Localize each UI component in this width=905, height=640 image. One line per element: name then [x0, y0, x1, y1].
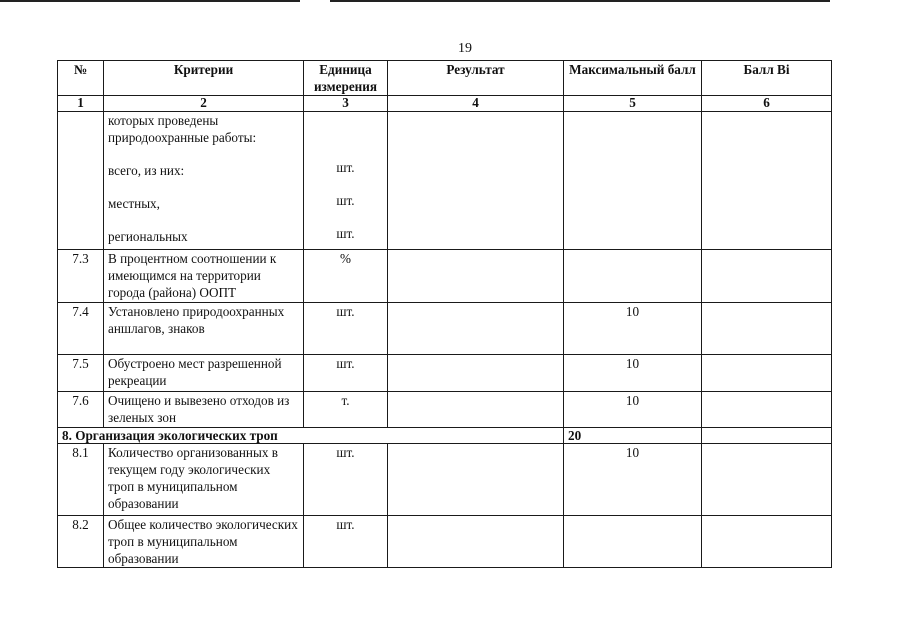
section-max-score: 20 [564, 428, 702, 444]
max-score-cell: 10 [564, 355, 702, 392]
criterion-cell: Обустроено мест разрешенной рекреации [104, 355, 304, 392]
header-result: Результат [388, 61, 564, 96]
column-number: 1 [58, 96, 104, 112]
table-row [58, 250, 832, 303]
header-unit: Единица измерения [304, 61, 388, 96]
unit-cell: % [304, 250, 388, 303]
header-max-score: Максимальный балл [564, 61, 702, 96]
unit-cell: шт. [304, 355, 388, 392]
criterion-line: всего, из них: [108, 163, 185, 178]
scan-edge-line-left [0, 0, 300, 2]
column-number: 3 [304, 96, 388, 112]
score-cell [702, 355, 832, 392]
max-score-cell [564, 112, 702, 250]
section-title: 8. Организация экологических троп [58, 428, 564, 444]
criterion-line: природоохранные работы: [108, 130, 257, 145]
table-row [58, 355, 832, 392]
max-score-cell [564, 250, 702, 303]
score-cell [702, 250, 832, 303]
criterion-line: региональных [108, 229, 188, 244]
result-cell [388, 392, 564, 428]
row-number-cell: 8.1 [58, 444, 104, 516]
row-number-cell: 8.2 [58, 516, 104, 568]
page-number: 19 [458, 41, 472, 56]
header-score-bi: Балл Bi [702, 61, 832, 96]
criterion-line: которых проведены [108, 113, 219, 128]
table-row [58, 516, 832, 568]
column-number-row [58, 96, 832, 112]
unit-cell: шт. [304, 444, 388, 516]
row-number-cell: 7.4 [58, 303, 104, 355]
column-number: 4 [388, 96, 564, 112]
row-number-cell: 7.5 [58, 355, 104, 392]
unit-cell [304, 112, 388, 250]
score-cell [702, 516, 832, 568]
table-row-continued [58, 112, 832, 250]
score-cell [702, 303, 832, 355]
table-row [58, 392, 832, 428]
criterion-cell: Общее количество экологических троп в муниципальном образовании [104, 516, 304, 568]
max-score-cell [564, 516, 702, 568]
scan-edge-line-right [330, 0, 830, 2]
criterion-cell: Установлено природоохранных аншлагов, знаков [104, 303, 304, 355]
result-cell [388, 444, 564, 516]
unit-cell: шт. [304, 516, 388, 568]
table-row [58, 444, 832, 516]
criterion-cell [104, 112, 304, 250]
unit-line: шт. [336, 193, 355, 208]
criterion-cell: Очищено и вывезено отходов из зеленых зон [104, 392, 304, 428]
column-number: 6 [702, 96, 832, 112]
result-cell [388, 112, 564, 250]
section-score-cell [702, 428, 832, 444]
criterion-cell: Количество организованных в текущем году экологических троп в муниципальном образовании [104, 444, 304, 516]
unit-line: шт. [336, 160, 355, 175]
result-cell [388, 250, 564, 303]
row-number-cell: 7.6 [58, 392, 104, 428]
row-number-cell [58, 112, 104, 250]
column-number: 5 [564, 96, 702, 112]
table-row [58, 303, 832, 355]
score-cell [702, 444, 832, 516]
unit-cell: т. [304, 392, 388, 428]
max-score-cell: 10 [564, 444, 702, 516]
header-criteria: Критерии [104, 61, 304, 96]
criterion-line: местных, [108, 196, 160, 211]
column-number: 2 [104, 96, 304, 112]
unit-cell: шт. [304, 303, 388, 355]
criterion-cell: В процентном соотношении к имеющимся на территории города (района) ООПТ [104, 250, 304, 303]
max-score-cell: 10 [564, 392, 702, 428]
score-cell [702, 112, 832, 250]
result-cell [388, 303, 564, 355]
section-row [58, 428, 832, 444]
unit-line: шт. [336, 226, 355, 241]
max-score-cell: 10 [564, 303, 702, 355]
header-row [58, 61, 832, 96]
result-cell [388, 516, 564, 568]
criteria-table [57, 60, 832, 568]
header-number: № [58, 61, 104, 96]
score-cell [702, 392, 832, 428]
row-number-cell: 7.3 [58, 250, 104, 303]
result-cell [388, 355, 564, 392]
